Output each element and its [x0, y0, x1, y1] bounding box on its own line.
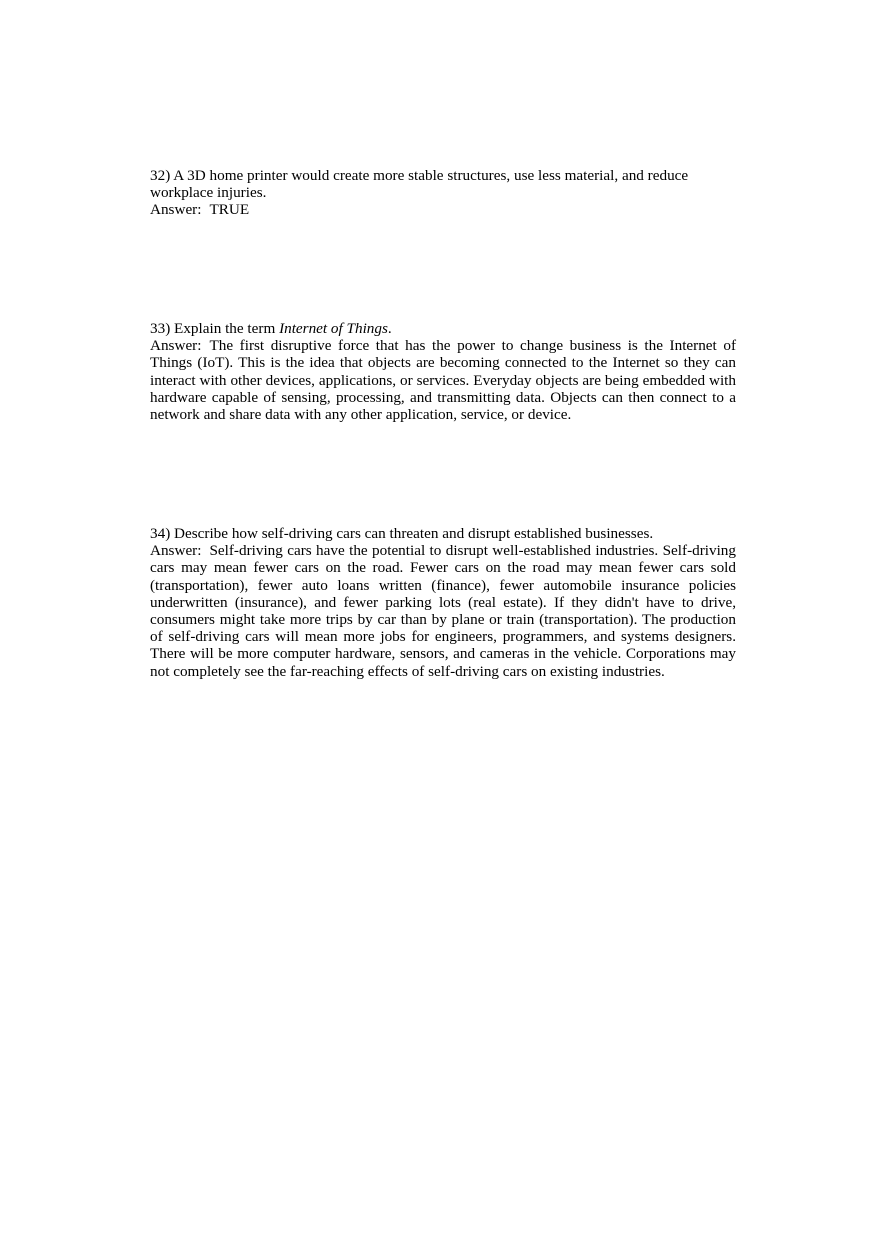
- question-number: 34): [150, 525, 171, 542]
- question-suffix: .: [387, 320, 392, 337]
- question-number: 33): [150, 320, 171, 337]
- question-34: [150, 525, 736, 680]
- question-body: Describe how self-driving cars can threaten and disrupt established businesses.: [174, 525, 654, 542]
- question-33: [150, 320, 736, 423]
- answer-label: Answer:: [150, 201, 202, 219]
- question-text-line1: A 3D home printer would create more stable structures, use less material, and reduce: [173, 167, 689, 184]
- answer-text: TRUE: [209, 201, 250, 219]
- answer-text: The first disruptive force that has the power to change business is the Internet of Things (IoT). This is the idea that objects are becoming connected to the Internet so they can interact with other devices, applications, or services. Everyday objects are being embedded with hardware capable of sensing, processing, and transmitting data. Objects can then connect to a network and share data with any other application, service, or device.: [150, 337, 736, 424]
- answer-text: Self-driving cars have the potential to disrupt well-established industries. Self-driving cars may mean fewer cars on the road. Fewer cars on the road may mean fewer cars sold (transportation), fewer auto loans written (finance), fewer automobile insurance policies underwritten (insurance), and fewer parking lots (real estate). If they didn't have to drive, consumers might take more trips by car than by plane or train (transportation). The production of self-driving cars will mean more jobs for engineers, programmers, and systems designers. There will be more computer hardware, sensors, and cameras in the vehicle. Corporations may not completely see the far-reaching effects of self-driving cars on existing industries.: [150, 542, 736, 680]
- answer: [150, 201, 736, 218]
- question-term: Internet of Things: [279, 320, 388, 337]
- answer-label: Answer:: [150, 542, 202, 560]
- question-text: [150, 525, 736, 542]
- answer: [150, 542, 736, 680]
- answer-label: Answer:: [150, 337, 202, 355]
- question-number: 32): [150, 167, 171, 184]
- answer: [150, 337, 736, 423]
- question-text: [150, 320, 736, 337]
- question-prefix: Explain the term: [174, 320, 276, 337]
- question-text: [150, 167, 736, 184]
- question-32: [150, 167, 736, 219]
- question-text-line2: workplace injuries.: [150, 184, 267, 202]
